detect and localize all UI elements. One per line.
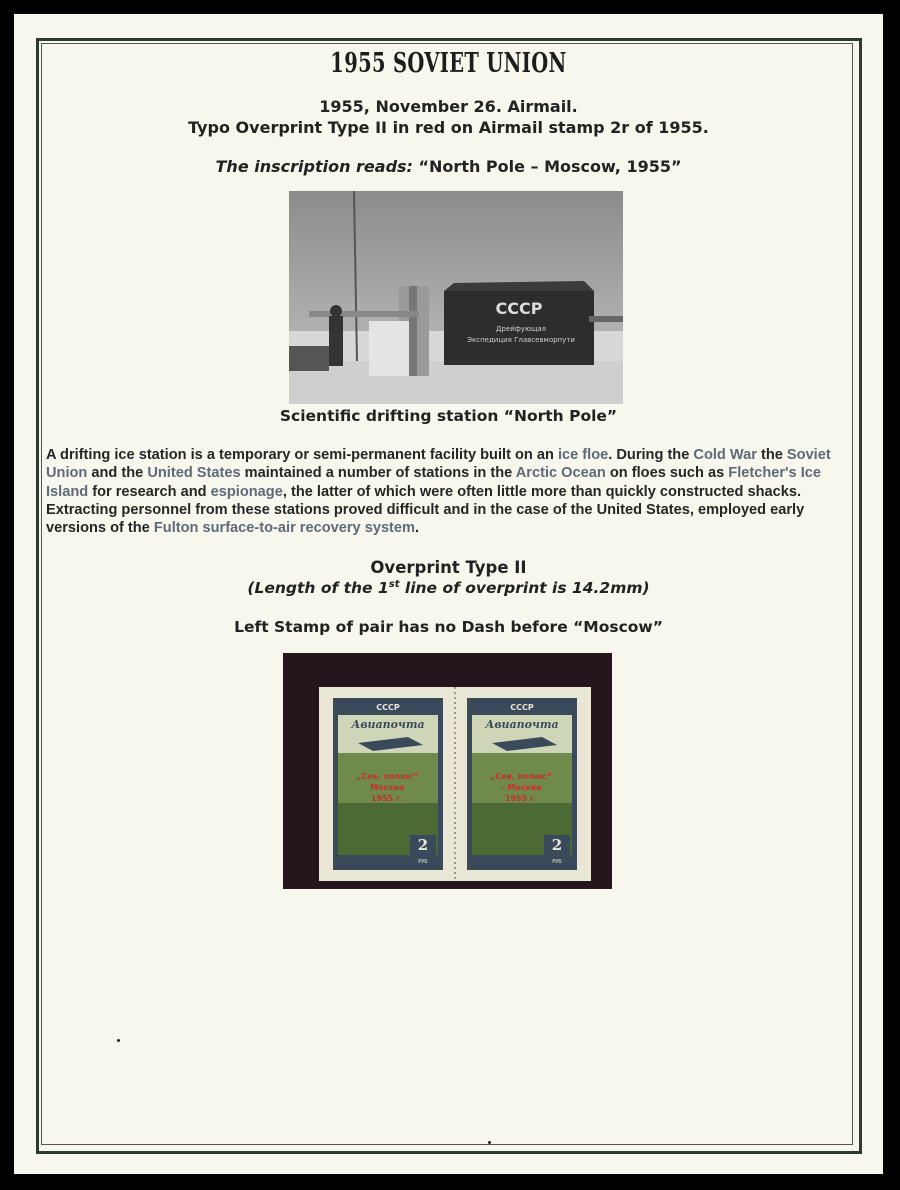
inscription-line [14,157,883,176]
left-stamp-country: СССР [376,703,400,712]
link-fulton-recovery-system[interactable]: Fulton surface-to-air recovery system [153,520,416,537]
left-overprint-line2: Москва [369,783,405,792]
tent-cccp-text: СССР [495,299,543,318]
left-overprint-line3: 1955 г. [370,794,404,803]
inscription-text: “North Pole – Moscow, 1955” [412,157,682,176]
right-overprint-line1: „Сев. полюс“ [489,772,553,781]
para-text: for research and [88,483,211,500]
album-page [14,14,883,1174]
para-text: , the latter of which were often little more than quickly constructed shacks. Extracting personnel from these stations proved difficult and in the case of the United States, employed early versions of the [46,483,805,537]
length-note-a: (Length of the 1 [247,579,389,598]
link-espionage[interactable]: espionage [210,483,283,500]
left-stamp-currency: РУБ [418,859,428,865]
right-stamp [467,698,577,870]
right-stamp-currency: РУБ [552,859,562,865]
right-stamp-service: Авиапочта [485,718,559,731]
stamp-pair-mount [283,653,612,889]
para-text: and the [87,465,148,482]
right-stamp-value: 2 [551,836,563,854]
left-overprint-line1: „Сев. полюс“ [355,772,419,781]
left-stamp-value: 2 [417,836,429,854]
tent-subtitle-1: Дрейфующая [496,325,546,333]
overprint-title: Overprint Type II [370,558,527,577]
page-title: 1955 SOVIET UNION [330,48,567,79]
left-stamp-note: Left Stamp of pair has no Dash before “Moscow” [234,618,663,636]
right-stamp-country: СССР [510,703,534,712]
para-text: maintained a number of stations in the [240,465,516,482]
link-ice-floe[interactable]: ice floe [557,447,609,463]
length-note-sup: st [388,579,400,590]
description-paragraph [46,446,846,537]
para-text: . [415,520,420,537]
link-cold-war[interactable]: Cold War [693,447,757,463]
link-arctic-ocean[interactable]: Arctic Ocean [515,465,606,482]
overprint-length-note [14,579,883,597]
right-overprint-line3: 1955 г. [504,794,538,803]
photo-caption: Scientific drifting station “North Pole” [279,407,618,425]
inscription-label: The inscription reads: [215,157,413,176]
left-stamp-service: Авиапочта [351,718,425,731]
left-stamp [333,698,443,870]
issue-description-line: Typo Overprint Type II in red on Airmail stamp 2r of 1955. [188,118,709,137]
link-united-states[interactable]: United States [147,465,241,482]
right-overprint-line2: – Москва [500,783,542,792]
para-text: the [756,447,787,463]
paper-speck [488,1141,491,1144]
paper-speck [117,1039,120,1042]
link-soviet-union[interactable]: Soviet Union [46,447,831,482]
para-text: A drifting ice station is a temporary or semi-permanent facility built on an [46,447,558,463]
para-text: . During the [608,447,694,463]
issue-date-line: 1955, November 26. Airmail. [319,97,578,116]
tent-subtitle-2: Экспедиция Главсевморпути [467,336,575,344]
length-note-b: line of overprint is 14.2mm) [399,579,650,598]
para-text: on floes such as [605,465,729,482]
drifting-station-photo [289,191,623,404]
link-fletchers-ice-island[interactable]: Fletcher's Ice Island [46,465,821,500]
